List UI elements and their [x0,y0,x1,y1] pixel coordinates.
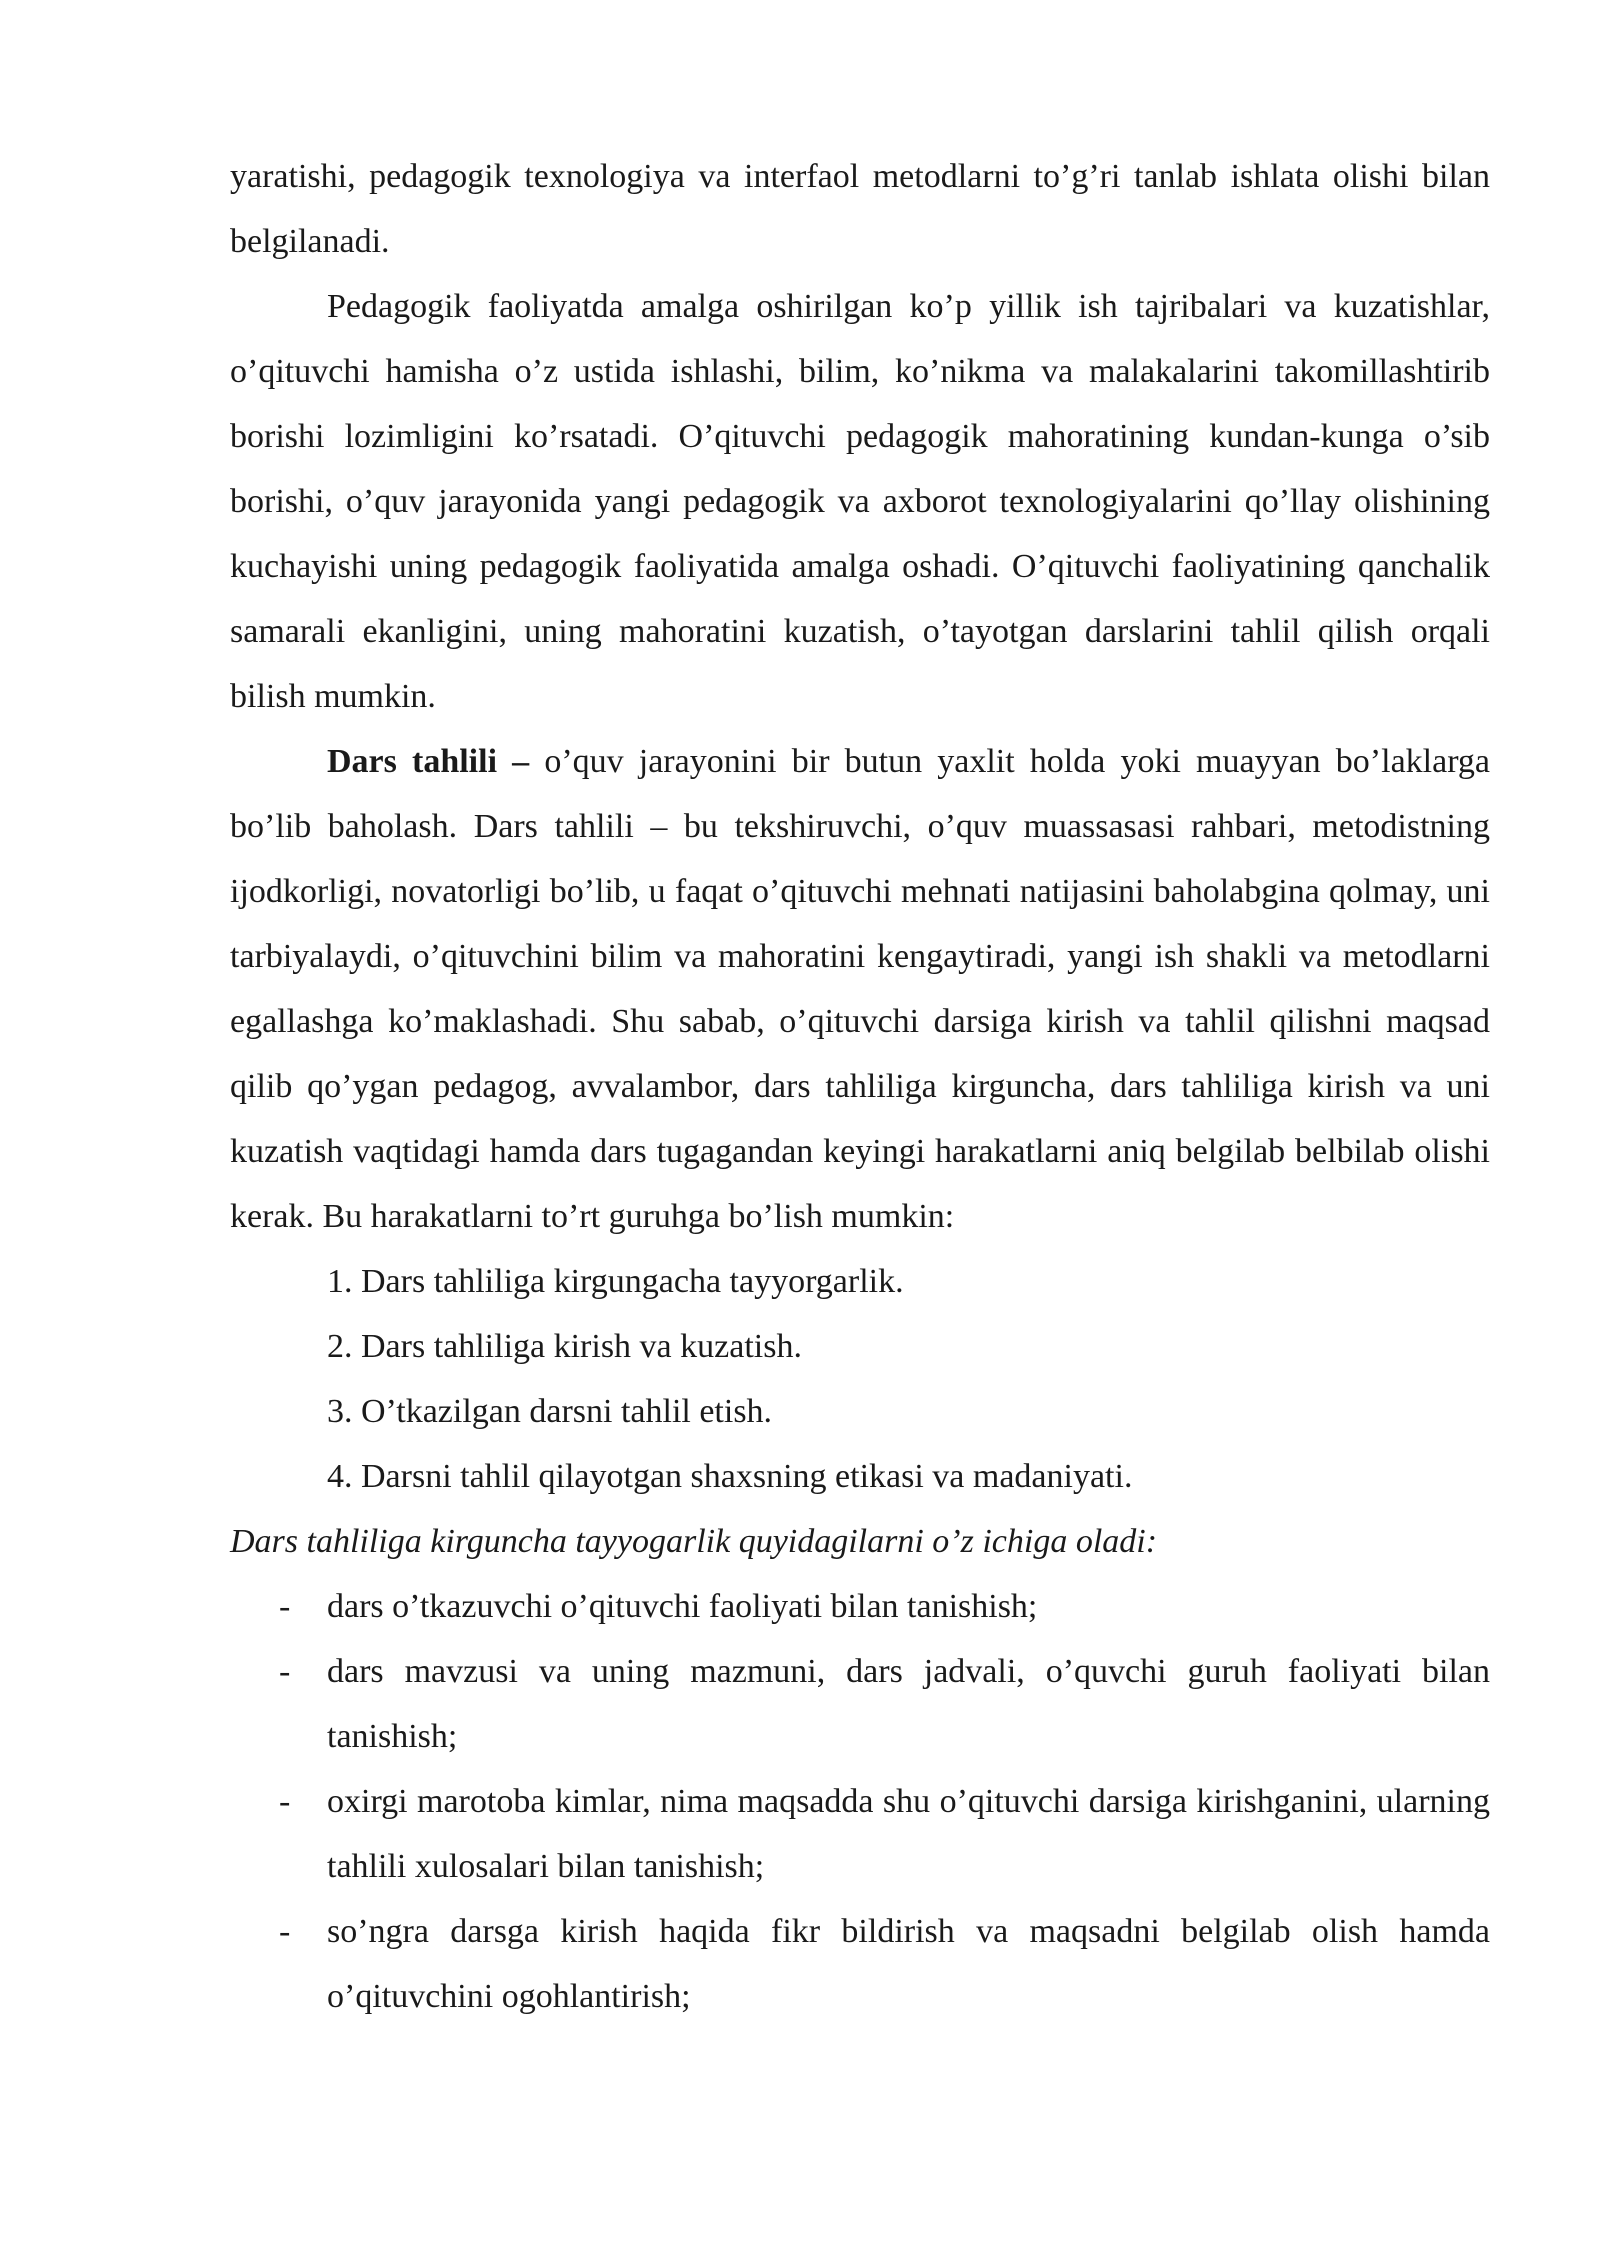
dash-bullet: - [279,1653,291,1690]
dash-bullet: - [279,1588,291,1625]
list-item-text: so’ngra darsga kirish haqida fikr bildirish va maqsadni belgilab olish hamda o’qituvchini ogohlantirish; [327,1913,1490,2015]
stages-numbered-list [230,1249,1490,1509]
preparation-dash-list [230,1574,1490,2029]
list-item: 1. Dars tahliliga kirgungacha tayyorgarlik. [327,1263,904,1300]
paragraph-continuation: yaratishi, pedagogik texnologiya va interfaol metodlarni to’g’ri tanlab ishlata olishi bilan belgilanadi. [230,158,1490,260]
list-item [230,1769,1490,1899]
document-page [230,144,1490,2029]
definition-term: Dars tahlili [327,743,498,780]
definition-dash: – [497,743,545,780]
list-item-text: dars mavzusi va uning mazmuni, dars jadvali, o’quvchi guruh faoliyati bilan tanishish; [327,1653,1490,1755]
section-subheading: Dars tahliliga kirguncha tayyogarlik quyidagilarni o’z ichiga oladi: [230,1523,1158,1560]
list-item [230,1574,1490,1639]
paragraph-pedagogical-activity: Pedagogik faoliyatda amalga oshirilgan ko’p yillik ish tajribalari va kuzatishlar, o’qituvchi hamisha o’z ustida ishlashi, bilim, ko’nikma va malakalarini takomillashtirib borishi lozimligini ko’rsatadi. O’qituvchi pedagogik mahoratining kundan-kunga o’sib borishi, o’quv jarayonida yangi pedagogik va axborot texnologiyalarini qo’llay olishining kuchayishi uning pedagogik faoliyatida amalga oshadi. O’qituvchi faoliyatining qanchalik samarali ekanligini, uning mahoratini kuzatish, o’tayotgan darslarini tahlil qilish orqali bilish mumkin. [230,288,1490,715]
definition-body: o’quv jarayonini bir butun yaxlit holda yoki muayyan bo’laklarga bo’lib baholash. Dars tahlili – bu tekshiruvchi, o’quv muassasasi rahbari, metodistning ijodkorligi, novatorligi bo’lib, u faqat o’qituvchi mehnati natijasini baholabgina qolmay, uni tarbiyalaydi, o’qituvchini bilim va mahoratini kengaytiradi, yangi ish shakli va metodlarni egallashga ko’maklashadi. Shu sabab, o’qituvchi darsiga kirish va tahlil qilishni maqsad qilib qo’ygan pedagog, avvalambor, dars tahliliga kirguncha, dars tahliliga kirish va uni kuzatish vaqtidagi hamda dars tugagandan keyingi harakatlarni aniq belgilab belbilab olishi kerak. Bu harakatlarni to’rt guruhga bo’lish mumkin: [230,743,1490,1235]
list-item [230,1899,1490,2029]
list-item-text: oxirgi marotoba kimlar, nima maqsadda shu o’qituvchi darsiga kirishganini, ularning tahlili xulosalari bilan tanishish; [327,1783,1490,1885]
dash-bullet: - [279,1913,291,1950]
list-item: 3. O’tkazilgan darsni tahlil etish. [327,1393,773,1430]
list-item: 4. Darsni tahlil qilayotgan shaxsning etikasi va madaniyati. [327,1458,1133,1495]
paragraph-lesson-analysis [230,729,1490,1249]
dash-bullet: - [279,1783,291,1820]
list-item: 2. Dars tahliliga kirish va kuzatish. [327,1328,802,1365]
list-item-text: dars o’tkazuvchi o’qituvchi faoliyati bilan tanishish; [327,1588,1038,1625]
list-item [230,1639,1490,1769]
